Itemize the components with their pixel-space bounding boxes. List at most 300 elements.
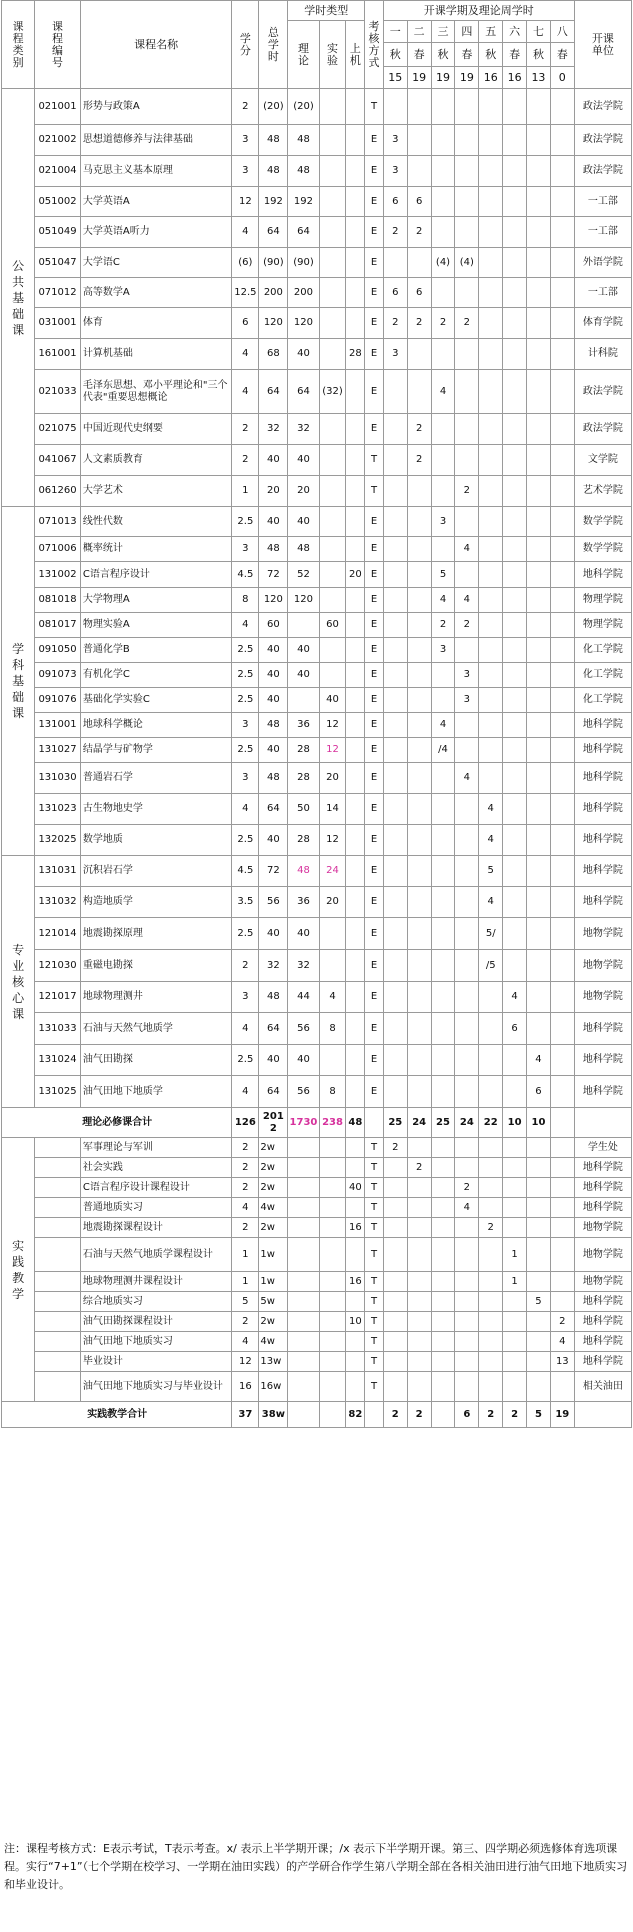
table-row [2,537,632,562]
course-hours: 20 [259,476,288,507]
header-theory: 理论 [288,21,319,89]
semester-hours [455,1292,479,1312]
course-hours: 192 [259,187,288,217]
semester-hours [503,507,527,537]
semester-hours: 3 [431,638,455,663]
course-credit: 3.5 [232,887,259,918]
semester-hours: 4 [455,763,479,794]
course-credit: 12 [232,1352,259,1372]
semester-hours [479,713,503,738]
semester-hours [383,445,407,476]
course-theory-hours: 40 [288,638,319,663]
course-theory-hours [288,1352,319,1372]
semester-hours [503,156,527,187]
course-hours: 48 [259,125,288,156]
semester-hours [407,1178,431,1198]
course-name: C语言程序设计 [80,562,232,588]
table-row [2,217,632,248]
course-code: 121030 [35,950,81,982]
semester-hours: 4 [479,794,503,825]
semester-hours [527,1332,551,1352]
semester-hours [503,339,527,370]
semester-hours [479,187,503,217]
course-theory-hours: 40 [288,918,319,950]
course-exam: E [365,982,384,1013]
course-theory-hours: 40 [288,507,319,537]
semester-hours: 4 [431,370,455,414]
course-name: 石油与天然气地质学 [80,1013,232,1045]
semester-hours [479,278,503,308]
header-dept: 开课单位 [574,1,631,89]
semester-hours [407,562,431,588]
semester-hours [479,1332,503,1352]
course-credit: 2.5 [232,1045,259,1076]
semester-hours [527,1352,551,1372]
course-credit: 4 [232,613,259,638]
semester-hours [407,856,431,887]
course-machine-hours [346,982,365,1013]
semester-hours [527,562,551,588]
course-name: 思想道德修养与法律基础 [80,125,232,156]
header-weeks: 0 [550,67,574,89]
course-machine-hours [346,794,365,825]
course-exam: E [365,688,384,713]
semester-hours [407,713,431,738]
semester-hours [383,1045,407,1076]
course-theory-hours [288,688,319,713]
course-code: 121017 [35,982,81,1013]
course-theory-hours: 28 [288,763,319,794]
semester-hours [455,1332,479,1352]
total-dept [574,1402,631,1428]
semester-hours: 5 [479,856,503,887]
semester-hours: 2 [455,476,479,507]
course-machine-hours [346,445,365,476]
table-row [2,638,632,663]
course-dept: 地科学院 [574,1158,631,1178]
course-name: 线性代数 [80,507,232,537]
semester-hours: 4 [455,1198,479,1218]
course-exam: T [365,1238,384,1272]
course-code: 091076 [35,688,81,713]
semester-hours [383,638,407,663]
practice-row [2,1292,632,1312]
semester-hours [479,1045,503,1076]
semester-hours [383,1238,407,1272]
total-lab [319,1402,346,1428]
course-machine-hours [346,476,365,507]
course-dept: 物理学院 [574,588,631,613]
course-theory-hours: 20 [288,476,319,507]
course-name: 有机化学C [80,663,232,688]
header-season: 春 [455,43,479,67]
course-name: 大学英语A听力 [80,217,232,248]
semester-hours [383,1372,407,1402]
course-machine-hours [346,370,365,414]
course-name: 军事理论与军训 [80,1138,232,1158]
semester-hours [479,982,503,1013]
semester-hours: 1 [503,1238,527,1272]
course-hours: 32 [259,950,288,982]
semester-hours [455,982,479,1013]
semester-hours [479,125,503,156]
course-exam: T [365,1178,384,1198]
course-machine-hours [346,507,365,537]
course-dept: 一工部 [574,217,631,248]
semester-hours [431,1372,455,1402]
course-lab-hours [319,507,346,537]
course-credit: 4 [232,1332,259,1352]
practice-row [2,1178,632,1198]
course-exam: E [365,1045,384,1076]
semester-hours [383,248,407,278]
course-machine-hours [346,713,365,738]
semester-hours [407,763,431,794]
course-dept: 地科学院 [574,1198,631,1218]
semester-hours [431,1138,455,1158]
course-hours: 2w [259,1158,288,1178]
semester-hours [527,1158,551,1178]
course-name: 概率统计 [80,537,232,562]
course-dept: 地物学院 [574,1218,631,1238]
semester-hours [503,1076,527,1108]
semester-hours [527,763,551,794]
course-code: 081017 [35,613,81,638]
course-code: 051049 [35,217,81,248]
course-lab-hours [319,1178,346,1198]
course-dept: 相关油田 [574,1372,631,1402]
course-exam: E [365,187,384,217]
course-exam: T [365,1138,384,1158]
course-credit: 2.5 [232,507,259,537]
header-year: 四 [455,21,479,43]
semester-hours [503,217,527,248]
course-dept: 政法学院 [574,370,631,414]
semester-hours [503,1045,527,1076]
course-name: 油气田地下地质学 [80,1076,232,1108]
semester-hours: 6 [383,187,407,217]
course-dept: 化工学院 [574,638,631,663]
semester-hours [503,856,527,887]
course-exam: T [365,89,384,125]
course-theory-hours: 50 [288,794,319,825]
course-hours: 40 [259,918,288,950]
course-dept: 地物学院 [574,950,631,982]
semester-hours [383,763,407,794]
course-theory-hours [288,1372,319,1402]
semester-hours [503,918,527,950]
course-name: 油气田地下地质实习与毕业设计 [80,1372,232,1402]
semester-hours [431,125,455,156]
semester-hours: 1 [503,1272,527,1292]
semester-hours [455,507,479,537]
course-credit: 3 [232,713,259,738]
semester-hours [431,187,455,217]
table-row [2,125,632,156]
practice-row [2,1312,632,1332]
total-hours: 2012 [259,1108,288,1138]
semester-hours [503,1158,527,1178]
semester-hours: 2 [383,217,407,248]
table-row [2,663,632,688]
course-credit: 4 [232,217,259,248]
header-weeks: 19 [455,67,479,89]
semester-hours [431,918,455,950]
semester-hours [431,856,455,887]
semester-hours [527,1138,551,1158]
course-credit: 8 [232,588,259,613]
course-hours: 200 [259,278,288,308]
semester-hours: 3 [455,663,479,688]
total-machine: 48 [346,1108,365,1138]
course-machine-hours [346,248,365,278]
table-row [2,1076,632,1108]
course-name: 中国近现代史纲要 [80,414,232,445]
course-machine-hours [346,918,365,950]
course-exam: E [365,125,384,156]
semester-hours [527,887,551,918]
semester-hours [383,1198,407,1218]
course-credit: 4 [232,339,259,370]
course-code [35,1372,81,1402]
practice-row [2,1238,632,1272]
semester-hours [503,950,527,982]
semester-hours [527,537,551,562]
course-machine-hours [346,613,365,638]
course-lab-hours [319,1218,346,1238]
semester-hours [455,1238,479,1272]
course-credit: 2 [232,414,259,445]
theory-total-label: 理论必修课合计 [2,1108,232,1138]
semester-hours [407,1292,431,1312]
course-lab-hours: 20 [319,763,346,794]
course-code: 131030 [35,763,81,794]
header-weeks: 13 [527,67,551,89]
total-credit: 126 [232,1108,259,1138]
course-hours: 120 [259,308,288,339]
course-code: 131023 [35,794,81,825]
semester-hours [479,370,503,414]
semester-hours [455,1272,479,1292]
course-exam: E [365,638,384,663]
course-theory-hours: 64 [288,217,319,248]
course-lab-hours [319,1158,346,1178]
table-row [2,856,632,887]
course-dept: 政法学院 [574,156,631,187]
semester-hours [455,89,479,125]
semester-hours [503,713,527,738]
course-exam: E [365,918,384,950]
course-dept: 一工部 [574,187,631,217]
semester-hours [407,887,431,918]
course-dept: 地科学院 [574,887,631,918]
course-lab-hours [319,562,346,588]
total-semester: 19 [550,1402,574,1428]
course-exam: E [365,1013,384,1045]
course-code: 131001 [35,713,81,738]
course-lab-hours [319,1272,346,1292]
course-code [35,1138,81,1158]
semester-hours [550,89,574,125]
course-exam: E [365,248,384,278]
course-hours: 40 [259,1045,288,1076]
semester-hours: 5 [431,562,455,588]
course-machine-hours: 16 [346,1218,365,1238]
semester-hours: 3 [383,339,407,370]
semester-hours [383,950,407,982]
semester-hours [479,688,503,713]
course-machine-hours [346,1332,365,1352]
semester-hours [550,663,574,688]
semester-hours [455,713,479,738]
course-dept: 艺术学院 [574,476,631,507]
table-row [2,89,632,125]
semester-hours [527,588,551,613]
course-lab-hours [319,663,346,688]
header-weeks: 16 [479,67,503,89]
semester-hours [527,738,551,763]
semester-hours [407,89,431,125]
semester-hours [479,1352,503,1372]
table-row [2,825,632,856]
total-semester: 2 [407,1402,431,1428]
semester-hours [503,1178,527,1198]
semester-hours [550,1198,574,1218]
header-hours-type: 学时类型 [288,1,365,21]
course-name: 物理实验A [80,613,232,638]
semester-hours [527,1198,551,1218]
semester-hours [479,476,503,507]
course-name: 大学艺术 [80,476,232,507]
semester-hours: 2 [455,308,479,339]
semester-hours [431,1198,455,1218]
semester-hours [383,887,407,918]
course-machine-hours [346,1076,365,1108]
course-exam: E [365,887,384,918]
course-hours: 40 [259,638,288,663]
course-hours: 2w [259,1178,288,1198]
semester-hours [503,738,527,763]
course-theory-hours: 40 [288,1045,319,1076]
semester-hours: 4 [527,1045,551,1076]
semester-hours [431,1045,455,1076]
semester-hours [407,918,431,950]
header-weeks: 19 [431,67,455,89]
course-exam: E [365,663,384,688]
semester-hours [479,507,503,537]
course-hours: 120 [259,588,288,613]
semester-hours [479,562,503,588]
semester-hours [383,663,407,688]
header-category: 课程类别 [2,1,35,89]
header-year: 七 [527,21,551,43]
total-theory: 1730 [288,1108,319,1138]
course-name: C语言程序设计课程设计 [80,1178,232,1198]
semester-hours [431,1312,455,1332]
course-exam: E [365,794,384,825]
semester-hours [455,887,479,918]
semester-hours [455,825,479,856]
semester-hours [527,156,551,187]
total-machine: 82 [346,1402,365,1428]
semester-hours [550,125,574,156]
semester-hours: 4 [550,1332,574,1352]
semester-hours [407,507,431,537]
course-exam: T [365,1352,384,1372]
semester-hours [550,1238,574,1272]
course-credit: 2.5 [232,663,259,688]
semester-hours [431,794,455,825]
category-subject [2,507,35,856]
semester-hours [550,588,574,613]
semester-hours [503,588,527,613]
semester-hours [550,713,574,738]
course-machine-hours [346,1198,365,1218]
semester-hours [550,763,574,794]
header-exam: 考核方式 [365,1,384,89]
course-lab-hours: 8 [319,1013,346,1045]
course-credit: 4.5 [232,562,259,588]
course-machine-hours [346,89,365,125]
course-dept: 文学院 [574,445,631,476]
semester-hours [503,445,527,476]
course-theory-hours: 36 [288,887,319,918]
semester-hours [527,1218,551,1238]
course-name: 构造地质学 [80,887,232,918]
semester-hours [407,738,431,763]
semester-hours: 4 [431,713,455,738]
course-theory-hours: 200 [288,278,319,308]
course-machine-hours [346,763,365,794]
semester-hours [479,663,503,688]
total-lab: 238 [319,1108,346,1138]
semester-hours: 4 [455,588,479,613]
semester-hours [383,738,407,763]
header-year: 八 [550,21,574,43]
course-name: 基础化学实验C [80,688,232,713]
semester-hours [431,1178,455,1198]
course-hours: 48 [259,713,288,738]
course-theory-hours: 48 [288,537,319,562]
course-code [35,1198,81,1218]
semester-hours [527,507,551,537]
course-lab-hours [319,1312,346,1332]
semester-hours [550,308,574,339]
course-dept: 物理学院 [574,613,631,638]
course-lab-hours [319,1352,346,1372]
semester-hours [407,663,431,688]
header-credit: 学分 [232,1,259,89]
course-lab-hours [319,588,346,613]
semester-hours [550,1013,574,1045]
semester-hours [407,1045,431,1076]
total-semester [550,1108,574,1138]
table-row [2,476,632,507]
semester-hours [455,1045,479,1076]
category-label: 专业核心课 [12,942,25,1021]
semester-hours [455,339,479,370]
total-semester: 24 [407,1108,431,1138]
semester-hours [407,1332,431,1352]
semester-hours [527,414,551,445]
semester-hours [431,763,455,794]
semester-hours [503,476,527,507]
semester-hours [431,688,455,713]
course-exam: E [365,613,384,638]
course-name: 毛泽东思想、邓小平理论和"三个代表"重要思想概论 [80,370,232,414]
category-core [2,856,35,1108]
course-exam: T [365,1312,384,1332]
